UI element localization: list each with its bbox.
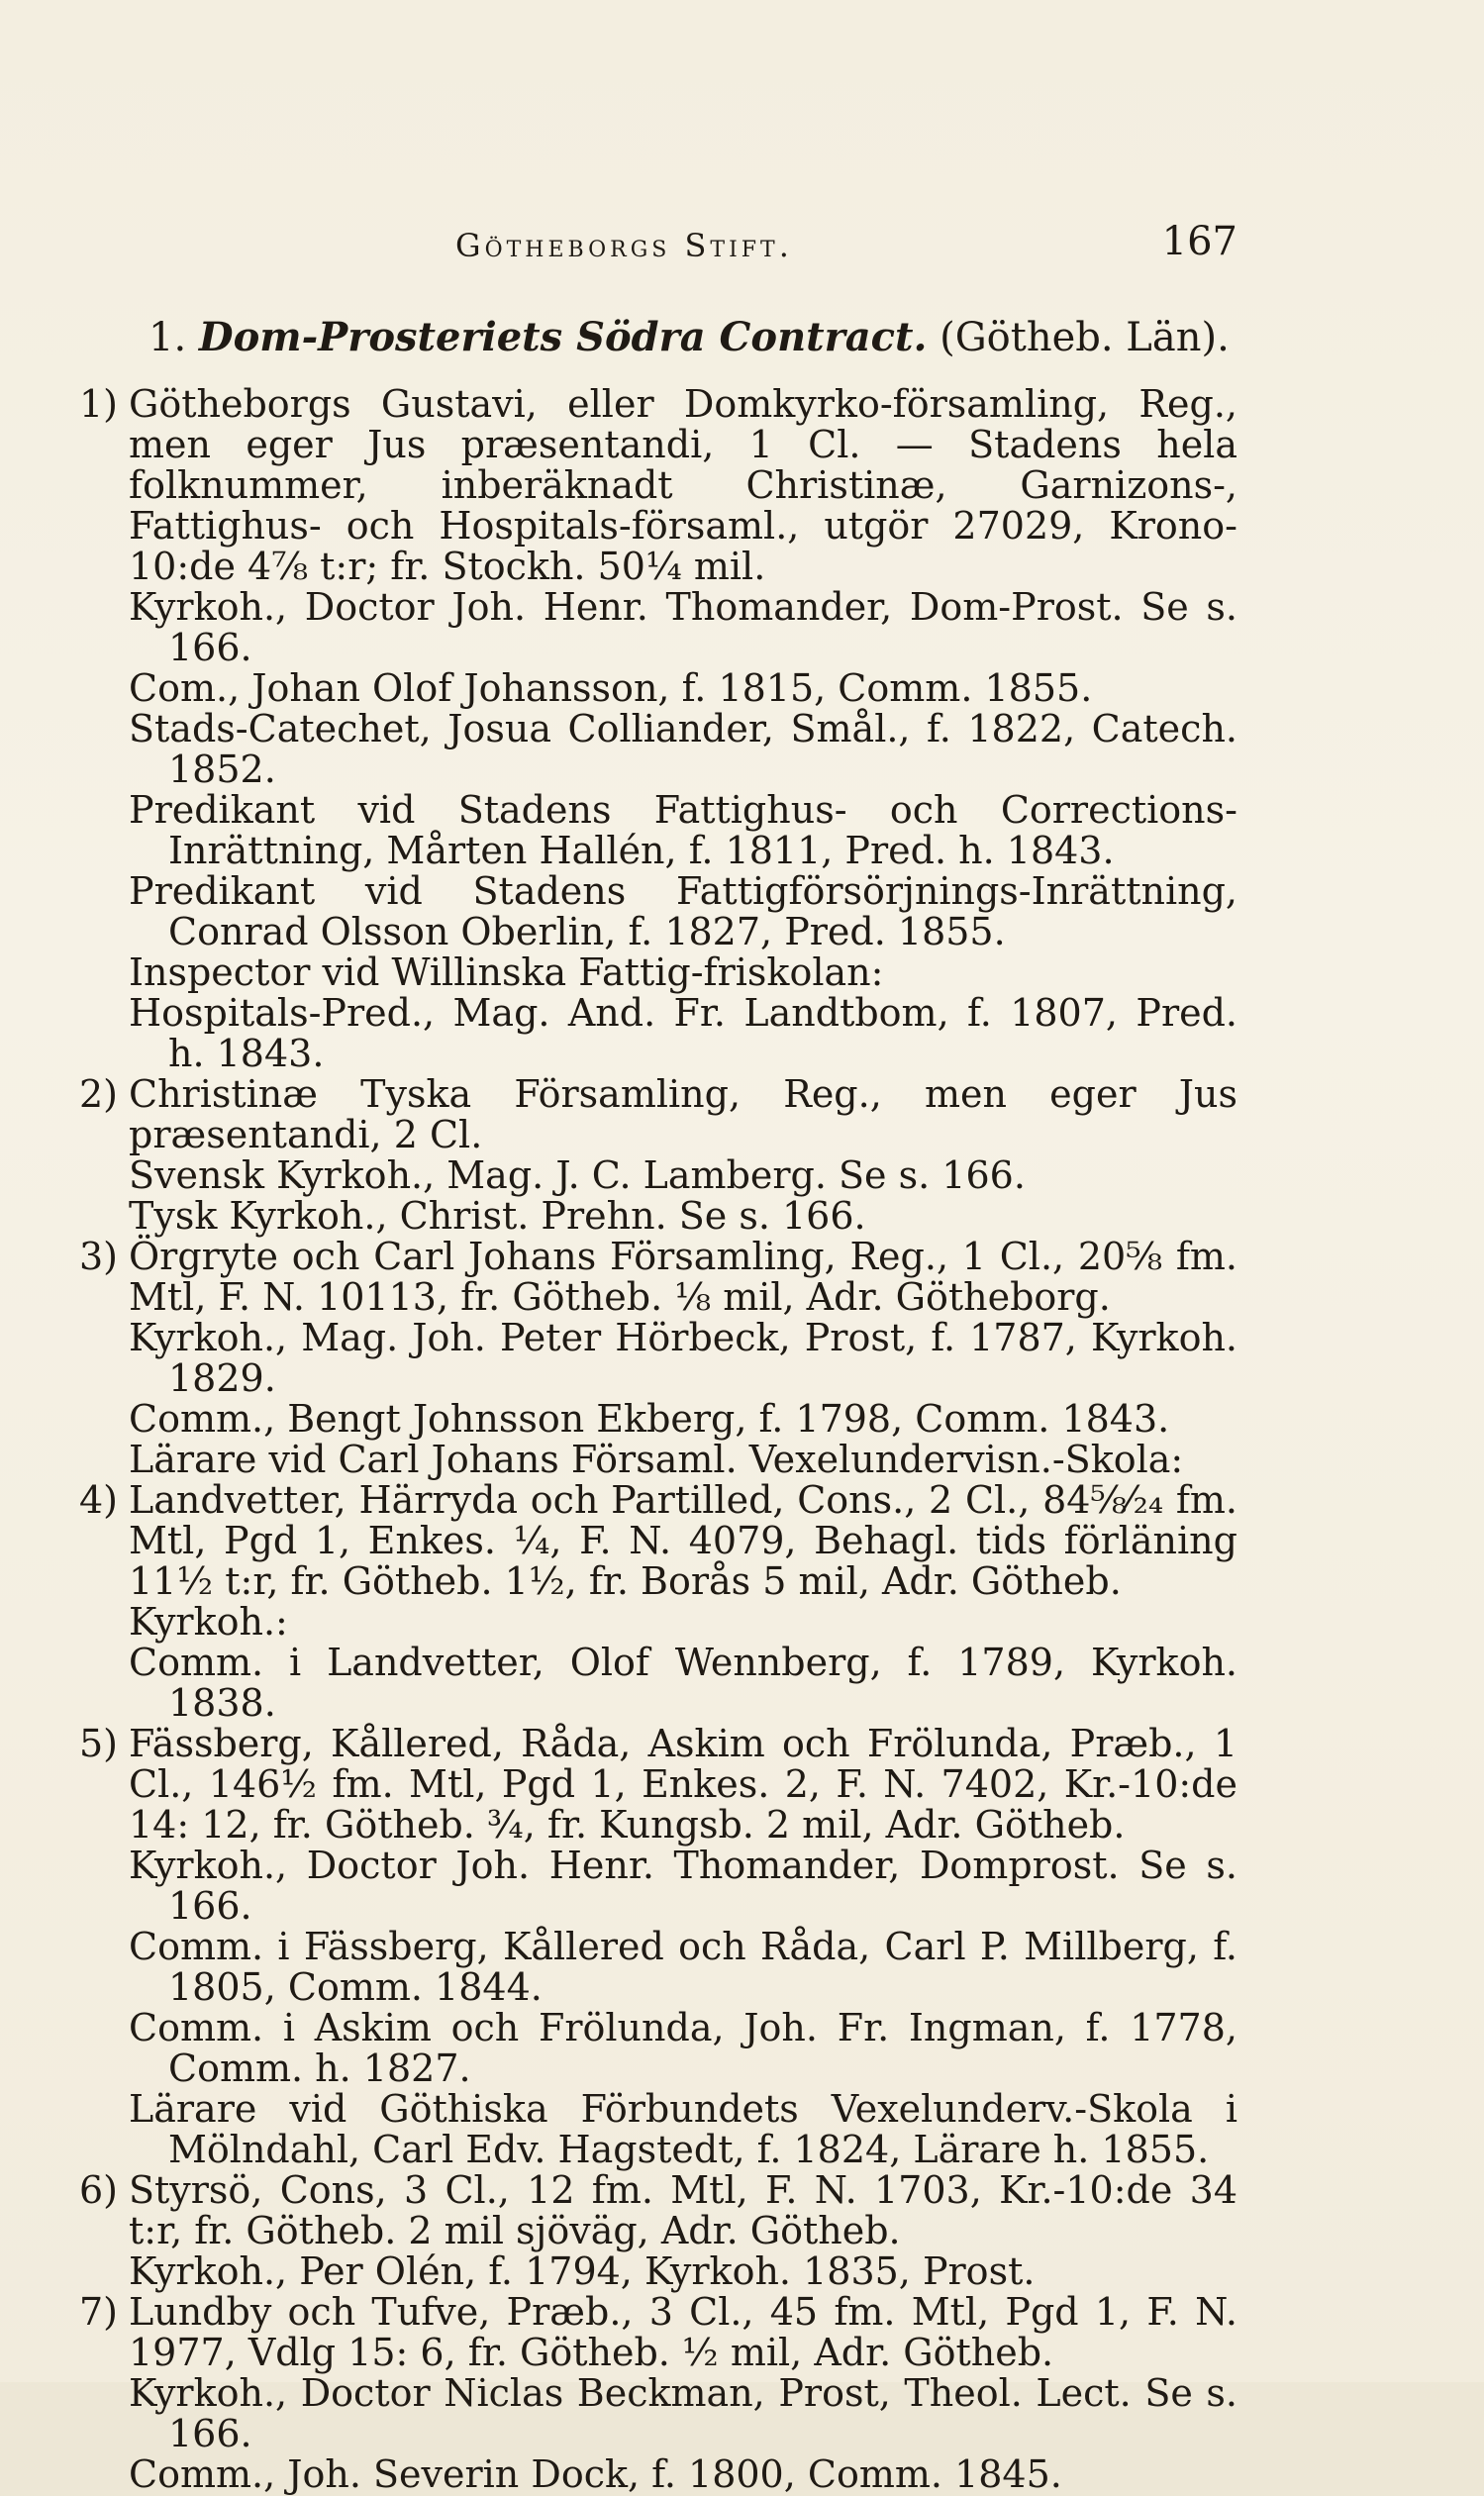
entry-line: Stads-Catechet, Josua Colliander, Smål., f. 1822, Catech. 1852. — [129, 707, 1237, 791]
parish-entry — [79, 1237, 1237, 1480]
entry-line: Comm. i Landvetter, Olof Wennberg, f. 1789, Kyrkoh. 1838. — [129, 1641, 1237, 1725]
entry-line: Predikant vid Stadens Fattighus- och Corrections-Inrättning, Mårten Hallén, f. 1811, Pred. h. 1843. — [129, 788, 1237, 872]
entry-number: 7) — [79, 2290, 119, 2334]
entry-line: Comm., Joh. Severin Dock, f. 1800, Comm. 1845. — [129, 2452, 1062, 2496]
entry-line: Kyrkoh., Doctor Niclas Beckman, Prost, Theol. Lect. Se s. 166. — [129, 2371, 1237, 2455]
entry-line: Comm., Bengt Johnsson Ekberg, f. 1798, Comm. 1843. — [129, 1397, 1170, 1441]
entry-line: Kyrkoh., Doctor Joh. Henr. Thomander, Dom-Prost. Se s. 166. — [129, 585, 1237, 669]
entry-heading: Örgryte och Carl Johans Församling, Reg., 1 Cl., 20⅝ fm. Mtl, F. N. 10113, fr. Götheb. ⅛ mil, Adr. Götheborg. — [129, 1235, 1237, 1319]
parish-entry — [79, 2170, 1237, 2292]
parish-entry — [79, 1724, 1237, 2170]
entry-heading: Fässberg, Kållered, Råda, Askim och Frölunda, Præb., 1 Cl., 146½ fm. Mtl, Pgd 1, Enkes. 2, F. N. 7402, Kr.-10:de 14: 12, fr. Götheb. ¾, fr. Kungsb. 2 mil, Adr. Götheb. — [129, 1722, 1237, 1847]
entry-line: Lärare vid Göthiska Förbundets Vexelunderv.-Skola i Mölndahl, Carl Edv. Hagstedt, f. 1824, Lärare h. 1855. — [129, 2087, 1237, 2171]
page-number: 167 — [1161, 219, 1237, 264]
entry-number: 1) — [79, 382, 119, 426]
entry-line: Lärare vid Carl Johans Församl. Vexelundervisn.-Skola: — [129, 1438, 1184, 1481]
section-title: Dom-Prosteriets Södra Contract. — [198, 314, 928, 360]
entry-heading: Götheborgs Gustavi, eller Domkyrko-församling, Reg., men eger Jus præsentandi, 1 Cl. — Stadens hela folknummer, inberäknadt Christinæ, Garnizons-, Fattighus- och Hospitals-församl., utgör 27029, Krono-10:de 4⅞ t:r; fr. Stockh. 50¼ mil. — [129, 382, 1237, 588]
entry-number: 4) — [79, 1478, 119, 1522]
parish-entry — [79, 1074, 1237, 1237]
entry-line: Tysk Kyrkoh., Christ. Prehn. Se s. 166. — [129, 1194, 866, 1238]
section-region: (Götheb. Län). — [940, 315, 1230, 360]
entry-heading: Styrsö, Cons, 3 Cl., 12 fm. Mtl, F. N. 1703, Kr.-10:de 34 t:r, fr. Götheb. 2 mil sjöväg, Adr. Götheb. — [129, 2168, 1237, 2252]
entry-line: Svensk Kyrkoh., Mag. J. C. Lamberg. Se s. 166. — [129, 1153, 1026, 1197]
entry-number: 5) — [79, 1722, 119, 1765]
parish-entry — [79, 2292, 1237, 2495]
entry-number: 3) — [79, 1235, 119, 1278]
entry-line: Kyrkoh.: — [129, 1600, 288, 1644]
section-number: 1. — [148, 315, 187, 360]
parish-entry — [79, 384, 1237, 1074]
entry-heading: Landvetter, Härryda och Partilled, Cons., 2 Cl., 84⅝⁄₂₄ fm. Mtl, Pgd 1, Enkes. ¼, F. N. 4079, Behagl. tids förläning 11½ t:r, fr. Götheb. 1½, fr. Borås 5 mil, Adr. Götheb. — [129, 1478, 1237, 1603]
parish-entry — [79, 1480, 1237, 1724]
section-heading — [148, 314, 1237, 360]
running-head — [79, 219, 1237, 275]
entry-heading: Christinæ Tyska Församling, Reg., men eger Jus præsentandi, 2 Cl. — [129, 1072, 1237, 1156]
entry-line: Com., Johan Olof Johansson, f. 1815, Comm. 1855. — [129, 666, 1093, 710]
entry-line: Comm. i Fässberg, Kållered och Råda, Carl P. Millberg, f. 1805, Comm. 1844. — [129, 1925, 1237, 2009]
entry-line: Hospitals-Pred., Mag. And. Fr. Landtbom, f. 1807, Pred. h. 1843. — [129, 991, 1237, 1075]
entry-line: Kyrkoh., Mag. Joh. Peter Hörbeck, Prost, f. 1787, Kyrkoh. 1829. — [129, 1316, 1237, 1400]
entry-line: Inspector vid Willinska Fattig-friskolan: — [129, 950, 884, 994]
entry-heading: Lundby och Tufve, Præb., 3 Cl., 45 fm. Mtl, Pgd 1, F. N. 1977, Vdlg 15: 6, fr. Götheb. ½ mil, Adr. Götheb. — [129, 2290, 1237, 2374]
parish-entries — [79, 384, 1237, 2495]
entry-line: Predikant vid Stadens Fattigförsörjnings-Inrättning, Conrad Olsson Oberlin, f. 1827, Pred. 1855. — [129, 869, 1237, 953]
entry-line: Comm. i Askim och Frölunda, Joh. Fr. Ingman, f. 1778, Comm. h. 1827. — [129, 2006, 1237, 2090]
running-head-title: Götheborgs Stift. — [455, 227, 793, 264]
entry-number: 6) — [79, 2168, 119, 2212]
entry-number: 2) — [79, 1072, 119, 1116]
entry-line: Kyrkoh., Per Olén, f. 1794, Kyrkoh. 1835, Prost. — [129, 2249, 1036, 2293]
entry-line: Kyrkoh., Doctor Joh. Henr. Thomander, Domprost. Se s. 166. — [129, 1844, 1237, 1928]
